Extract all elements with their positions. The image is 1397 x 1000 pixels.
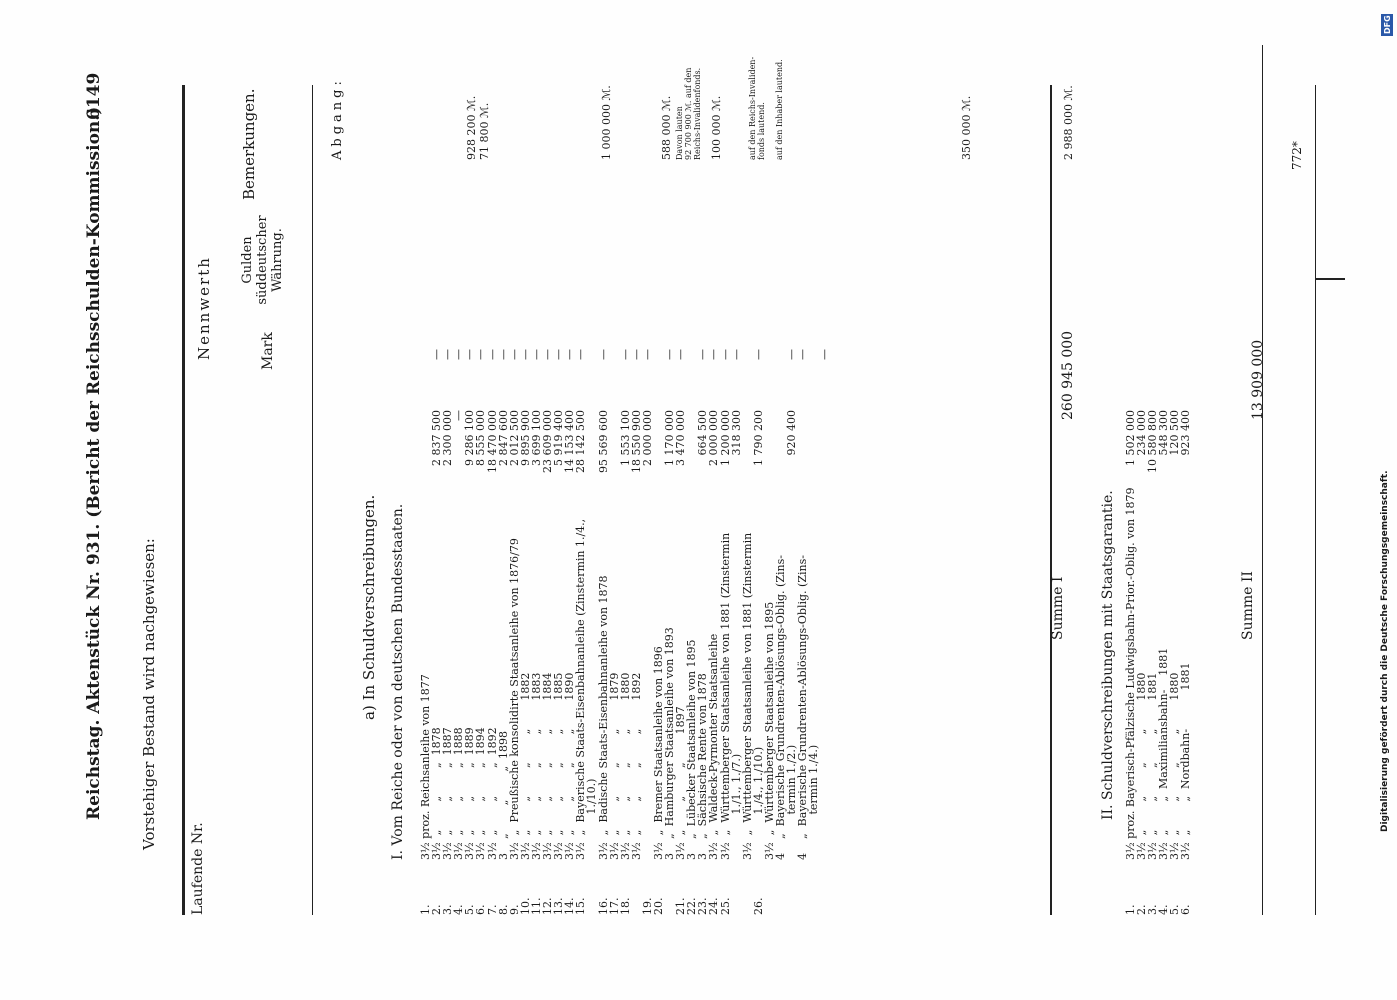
col-header-gulden: Gulden süddeutscher Währung. [240, 215, 285, 305]
remark-13: 2 988 000 ℳ. [1062, 85, 1075, 160]
remark-5: Davon lauten [675, 106, 684, 160]
page-number: 6149 [84, 72, 104, 120]
section-I-row-numbers: 1. 2. 3. 4. 5. 6. 7. 8. 9. 10. 11. 12. 13. 14. 15. 16. 17. 18. 19. 20. 21. 22. 23. 24. 25. 26. [419, 897, 765, 915]
section-I-descriptions: 3½ proz. Reichsanleihe von 1877 3½ „ „ „ 1878 3½ „ „ „ 1887 3½ „ „ „ 1888 3½ „ „ „ 1889 3½ „ „ „ 1894 3½ „ „ „ 1892 3 „ „ „ 1898 3½ „ Preußische konsolidirte Staatsanleihe von 1876/79 3½ „ „ „ „ 1882 3½ „ „ „ „ 1883 3½ „ „ „ „ 1884 3½ „ „ „ „ 1885 3½ „ „ „ „ 1890 3½ „ Bayerische Staats-Eisenbahnanleihe (Zinstermin 1./4., 1./10.) 3½ „ Badische Staats-Eisenbahnanleihe von 1878 3½ „ „ „ „ 1879 3½ „ „ „ „ 1880 3½ „ „ „ „ 1892 3½ „ Bremer Staatsanleihe von 1896 3 „ Hamburger Staatsanleihe von 1893 3½ „ „ „ 1897 3 „ Lübecker Staatsanleihe von 1895 3 „ Sächsische Rente von 1878 3½ „ Waldeck-Pyrmonter Staatsanleihe 3½ „ Württemberger Staatsanleihe von 1881 (Zinstermin 1./1., 1./7.) 3½ „ Württemberger Staatsanleihe von 1881 (Zinstermin 1./4., 1./10.) 3½ „ Württemberger Staatsanleihe von 1895 4 „ Bayerische Grundrenten-Ablösungs-Oblig. (Zins- termin 1./2.) 4 „ Bayerische Grundrenten-Ablösungs-Oblig. (Zins- termin 1./4.) [419, 518, 821, 860]
summe-I-label: Summe I [1050, 576, 1066, 640]
section-I-gulden-values: — — — — — — — — — — — — — — — — — — — — — — — — — — — — [430, 349, 832, 360]
remark-12: 350 000 ℳ. [960, 95, 973, 160]
remark-4: 588 000 ℳ. [660, 95, 673, 160]
column-rule-bemerkungen [1315, 85, 1316, 915]
remark-9: auf den Reichs-Invaliden- [748, 56, 757, 160]
remark-6: 92 700 900 ℳ. auf den [684, 67, 693, 160]
table-top-rule [182, 85, 185, 915]
section-I-mark-values: 2 837 500 2 300 000 — 9 286 100 8 555 000 18 470 000 2 847 600 2 012 500 9 895 900 3 699 100 23 609 000 5 919 400 14 153 400 28 142 500 95 569 600 1 553 100 18 550 900 2 000 000 1 170 000 3 470 000 664 500 2 000 000 1 200 000 318 300 1 790 200 920 400 [430, 410, 799, 473]
page-subtitle: Vorstehiger Bestand wird nachgewiesen: [140, 538, 158, 850]
section-II-mark-values: 1 502 000 234 000 10 580 800 548 300 120 500 923 400 [1124, 410, 1193, 473]
svg-text:DFG: DFG [1383, 15, 1392, 34]
column-rule-mark [1050, 85, 1052, 915]
page-title: Reichstag. Aktenstück Nr. 931. (Bericht der Reichsschulden-Kommission.) [84, 106, 104, 820]
col-header-nennwerth: Nennwerth [195, 256, 213, 360]
summe-II-value: 13 909 000 [1250, 339, 1266, 420]
side-note-text: Digitalisierung gefördert durch die Deutsche Forschungsgemeinschaft. [1380, 470, 1390, 832]
col-header-nr: Laufende Nr. [190, 822, 206, 915]
remark-8: 100 000 ℳ. [710, 95, 723, 160]
side-note [1380, 12, 1394, 832]
section-I-heading: I. Vom Reiche oder von deutschen Bundesstaaten. [390, 503, 406, 860]
remark-3: 1 000 000 ℳ. [600, 85, 613, 160]
column-rule-nr [312, 85, 313, 915]
section-II-descriptions: 3½ proz. Bayerisch-Pfälzische Ludwigsbahn-Prior.-Oblig. von 1879 3½ „ „ „ „ 1880 3½ „ „ „ „ 1881 3½ „ „ Maximiliansbahn- 1881 3½ „ „ „ „ 1880 3½ „ „ Nordbahn- 1881 [1124, 487, 1193, 860]
remark-abgang: Abgang: [330, 77, 345, 160]
remark-10: fonds lautend. [757, 102, 766, 160]
col-header-bemerkungen: Bemerkungen. [240, 88, 258, 200]
section-II-row-numbers: 1. 2. 3. 4. 5. 6. [1124, 904, 1193, 915]
col-header-mark: Mark [260, 332, 276, 370]
footer-mark: 772* [1290, 141, 1304, 170]
summe-I-value: 260 945 000 [1060, 330, 1076, 420]
remark-7: Reichs-Invalidenfonds. [693, 67, 702, 160]
remark-1: 928 200 ℳ. [465, 95, 478, 160]
remark-11: auf den Inhaber lautend. [775, 59, 784, 160]
section-II-heading: II. Schuldverschreibungen mit Staatsgarantie. [1100, 490, 1116, 820]
section-a-heading: a) In Schuldverschreibungen. [360, 494, 378, 720]
column-rule-gulden [1262, 45, 1263, 915]
remark-2: 71 800 ℳ. [478, 102, 491, 160]
nennwerth-rule [1315, 278, 1345, 280]
summe-II-label: Summe II [1240, 571, 1256, 640]
